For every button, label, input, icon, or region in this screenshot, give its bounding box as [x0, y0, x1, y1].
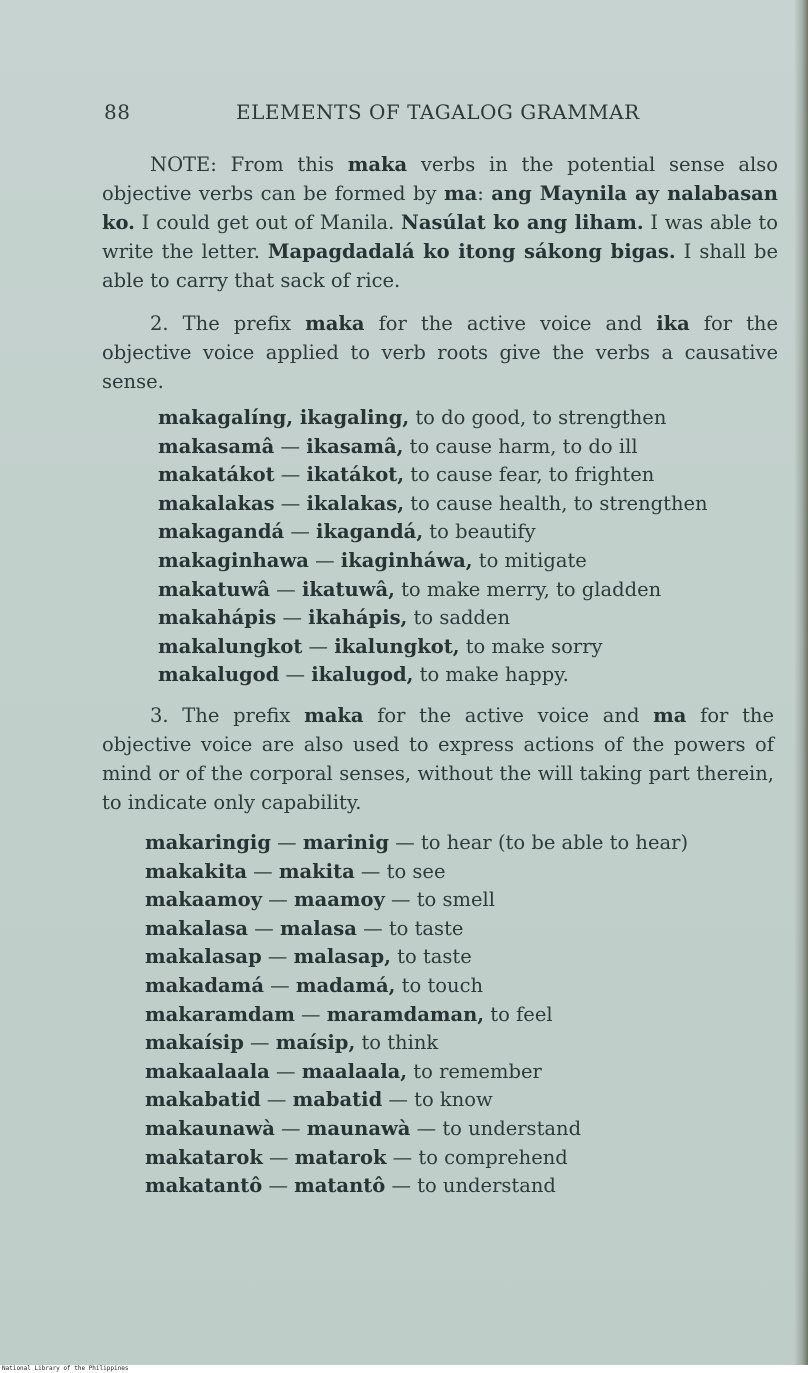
- dash-separator: —: [274, 491, 307, 515]
- verb-meaning: to mitigate: [472, 548, 587, 572]
- verb-meaning: — to smell: [384, 888, 495, 912]
- dash-separator: —: [284, 520, 317, 544]
- verb-row: [145, 943, 688, 972]
- bold-term: ma: [653, 704, 687, 727]
- verb-row: [145, 915, 688, 944]
- dash-separator: —: [263, 973, 296, 997]
- text-run: 3. The prefix: [150, 704, 305, 727]
- dash-separator: —: [262, 1174, 295, 1198]
- active-form: makaamoy: [145, 888, 263, 912]
- active-form: makalakas: [158, 491, 275, 515]
- verb-meaning: — to taste: [356, 916, 464, 940]
- dash-separator: —: [276, 606, 309, 630]
- active-form: makaísip: [145, 1031, 244, 1055]
- objective-form: ikalungkot,: [334, 634, 460, 658]
- bold-term: maka: [347, 153, 408, 176]
- active-form: makalugod: [158, 663, 280, 687]
- verb-row: [145, 1086, 688, 1115]
- active-form: makahápis: [158, 606, 277, 630]
- verb-meaning: — to know: [382, 1088, 493, 1112]
- dash-separator: —: [274, 1116, 307, 1140]
- causative-verb-list: [158, 404, 708, 690]
- bold-term: maka: [305, 312, 365, 335]
- objective-form: ikatákot,: [306, 463, 405, 487]
- bold-term: ika: [656, 312, 690, 335]
- text-run: I shall be able to carry that sack of rice.: [102, 240, 778, 292]
- objective-form: ikalakas,: [306, 491, 405, 515]
- objective-form: ikatuwâ,: [301, 577, 395, 601]
- active-form: makalasap: [145, 945, 262, 969]
- section-2-paragraph: [102, 309, 778, 396]
- running-title: ELEMENTS OF TAGALOG GRAMMAR: [236, 100, 640, 124]
- dash-separator: —: [270, 577, 302, 601]
- active-form: makatákot: [158, 463, 275, 487]
- verb-meaning: to cause health, to strengthen: [404, 491, 708, 515]
- verb-row: [145, 1001, 688, 1030]
- objective-form: ikalugod,: [311, 663, 414, 687]
- verb-row: [158, 461, 708, 490]
- text-run: I could get out of Manila.: [134, 211, 402, 234]
- verb-meaning: to beautify: [423, 520, 536, 544]
- active-form: makaginhawa: [158, 548, 309, 572]
- active-form: makatuwâ: [158, 577, 271, 601]
- verb-row: [158, 490, 708, 519]
- verb-meaning: — to see: [354, 859, 446, 883]
- dash-separator: —: [248, 916, 280, 940]
- dash-separator: —: [294, 1002, 327, 1026]
- text-run: for the objective voice applied to verb roots give the verbs a causative sense.: [102, 312, 779, 393]
- verb-meaning: — to hear (to be able to hear): [389, 831, 689, 854]
- section-2-text: [102, 312, 778, 393]
- dash-separator: —: [308, 548, 341, 572]
- verb-row: [145, 972, 688, 1001]
- text-run: verbs in the potential sense also objective verbs can be formed by: [102, 153, 778, 205]
- active-form: makakita: [145, 859, 247, 883]
- verb-row: [145, 886, 688, 915]
- text-run: 2. The prefix: [150, 312, 306, 335]
- objective-form: makita: [278, 859, 355, 883]
- dash-separator: —: [274, 463, 307, 487]
- dash-separator: —: [269, 1059, 302, 1083]
- dash-separator: —: [260, 1088, 293, 1112]
- verb-row: [158, 661, 708, 690]
- verb-row: [145, 1058, 688, 1087]
- verb-meaning: to taste: [390, 945, 472, 969]
- verb-meaning: to sadden: [407, 606, 511, 630]
- objective-form: maalaala,: [301, 1059, 408, 1083]
- verb-meaning: to cause harm, to do ill: [403, 434, 638, 458]
- bold-term: ang Maynila ay nalabasan ko.: [102, 182, 778, 234]
- objective-form: malasa: [279, 916, 357, 940]
- library-credit: National Library of the Philippines: [2, 1365, 129, 1372]
- objective-form: ikasamâ,: [306, 434, 404, 458]
- active-form: makagandá: [158, 520, 285, 544]
- objective-form: maamoy: [293, 888, 385, 912]
- active-form: makaalaala: [145, 1059, 270, 1083]
- verb-meaning: — to comprehend: [386, 1145, 568, 1169]
- active-form: makatarok: [145, 1145, 263, 1169]
- active-form: makadamá: [145, 973, 264, 997]
- note-text: [102, 153, 778, 292]
- verb-row: [158, 633, 708, 662]
- verb-row: [145, 1029, 688, 1058]
- active-form: makatantô: [145, 1174, 263, 1198]
- text-run: for the objective voice are also used to express actions of the powers of mind or of the corporal senses, without the will taking part therein, to indicate only capability.: [102, 704, 774, 814]
- dash-separator: —: [279, 663, 312, 687]
- verb-row: [158, 604, 708, 633]
- section-3-paragraph: [102, 701, 774, 817]
- dash-separator: —: [262, 888, 294, 912]
- dash-separator: —: [270, 831, 303, 854]
- verb-meaning: to feel: [484, 1002, 553, 1026]
- verb-meaning: to make merry, to gladden: [394, 577, 662, 601]
- section-3-text: [102, 704, 774, 814]
- verb-row: [145, 1115, 688, 1144]
- page-number: 88: [104, 100, 131, 124]
- page-edge-shadow: [794, 0, 808, 1365]
- verb-meaning: to touch: [395, 973, 484, 997]
- verb-row: [158, 576, 708, 605]
- text-run: NOTE: From this: [150, 153, 348, 176]
- verb-row: [158, 547, 708, 576]
- active-form: makalungkot: [158, 634, 303, 658]
- dash-separator: —: [243, 1031, 276, 1055]
- verb-row: [145, 858, 688, 887]
- objective-form: maramdaman,: [326, 1002, 485, 1026]
- objective-form: maunawà: [306, 1116, 411, 1140]
- objective-form: ikaginháwa,: [340, 548, 473, 572]
- objective-form: matantô: [294, 1174, 386, 1198]
- objective-form: mabatid: [292, 1088, 383, 1112]
- active-form: makabatid: [145, 1088, 261, 1112]
- dash-separator: —: [274, 434, 307, 458]
- text-run: :: [477, 182, 492, 205]
- verb-meaning: to think: [355, 1031, 439, 1055]
- objective-form: ikahápis,: [308, 606, 408, 630]
- verb-row: [158, 433, 708, 462]
- dash-separator: —: [302, 634, 335, 658]
- verb-row: [145, 1144, 688, 1173]
- objective-form: maísip,: [275, 1031, 356, 1055]
- note-paragraph: [102, 150, 778, 295]
- objective-form: malasap,: [293, 945, 391, 969]
- active-form: makagalíng, ikagaling,: [158, 406, 410, 429]
- verb-row: [145, 1172, 688, 1201]
- objective-form: madamá,: [295, 973, 396, 997]
- active-form: makaunawà: [145, 1116, 275, 1140]
- objective-form: matarok: [294, 1145, 387, 1169]
- bold-term: Nasúlat ko ang liham.: [401, 211, 644, 234]
- bold-term: Mapagdadalá ko itong sákong bigas.: [267, 240, 676, 263]
- active-form: makaringig: [145, 831, 271, 854]
- verb-row: [158, 404, 708, 433]
- objective-form: marinig: [302, 831, 390, 854]
- active-form: makalasa: [145, 916, 249, 940]
- verb-meaning: — to understand: [410, 1116, 582, 1140]
- dash-separator: —: [261, 945, 294, 969]
- verb-row: [145, 829, 688, 858]
- verb-meaning: to cause fear, to frighten: [404, 463, 655, 487]
- objective-form: ikagandá,: [316, 520, 424, 544]
- bold-term: maka: [304, 704, 364, 727]
- verb-row: [158, 518, 708, 547]
- verb-meaning: to make happy.: [413, 663, 569, 687]
- verb-meaning: — to understand: [385, 1174, 556, 1198]
- bold-term: ma: [443, 182, 478, 205]
- active-form: makasamâ: [158, 434, 275, 458]
- dash-separator: —: [262, 1145, 295, 1169]
- dash-separator: —: [246, 859, 279, 883]
- text-run: for the active voice and: [364, 312, 657, 335]
- active-form: makaramdam: [145, 1002, 295, 1026]
- text-run: I was able to write the letter.: [102, 211, 778, 263]
- verb-meaning: to do good, to strengthen: [409, 406, 667, 429]
- verb-meaning: to remember: [407, 1059, 542, 1083]
- verb-meaning: to make sorry: [459, 634, 603, 658]
- capability-verb-list: [145, 829, 688, 1201]
- text-run: for the active voice and: [363, 704, 654, 727]
